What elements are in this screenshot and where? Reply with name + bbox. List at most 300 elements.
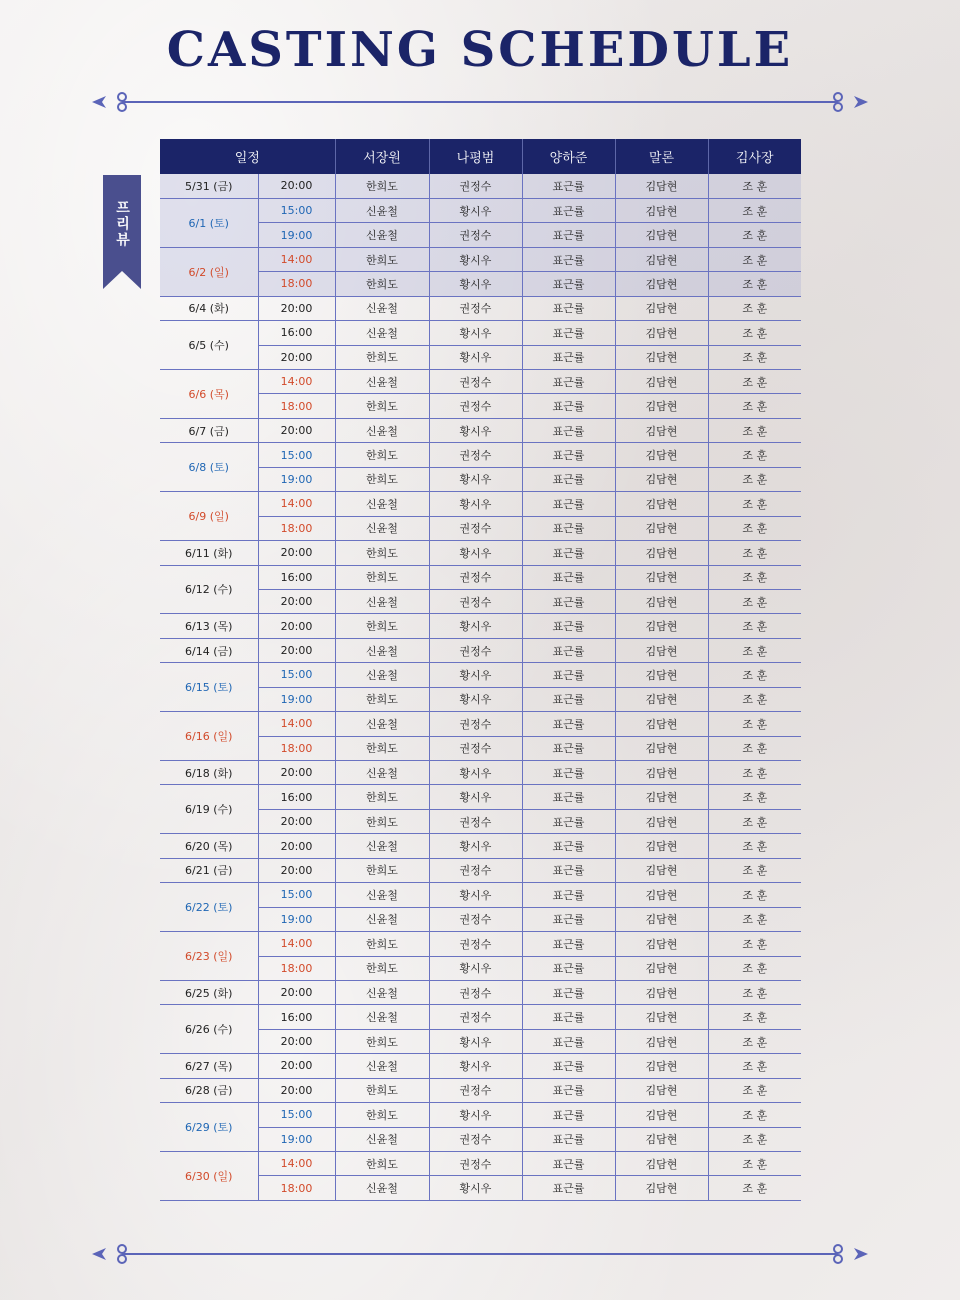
table-row xyxy=(160,174,801,198)
time-cell: 14:00 xyxy=(258,370,335,394)
date-cell: 6/18 (화) xyxy=(160,761,258,785)
cast-cell-role-3: 표근률 xyxy=(522,565,615,589)
date-cell: 6/5 (수) xyxy=(160,321,258,370)
cast-cell-role-4: 김담현 xyxy=(615,834,708,858)
time-cell: 18:00 xyxy=(258,956,335,980)
cast-cell-role-4: 김담현 xyxy=(615,883,708,907)
date-cell: 6/11 (화) xyxy=(160,541,258,565)
cast-cell-role-2: 황시우 xyxy=(429,956,522,980)
table-row xyxy=(160,1152,801,1176)
cast-cell-role-4: 김담현 xyxy=(615,712,708,736)
cast-cell-role-5: 조 훈 xyxy=(708,589,801,613)
cast-cell-role-4: 김담현 xyxy=(615,174,708,198)
cast-cell-role-1: 신윤철 xyxy=(335,418,429,442)
cast-cell-role-1: 한희도 xyxy=(335,345,429,369)
cast-cell-role-1: 신윤철 xyxy=(335,1005,429,1029)
cast-cell-role-4: 김담현 xyxy=(615,541,708,565)
cast-cell-role-4: 김담현 xyxy=(615,1103,708,1127)
cast-cell-role-2: 황시우 xyxy=(429,687,522,711)
cast-cell-role-3: 표근률 xyxy=(522,272,615,296)
header-role-4: 말론 xyxy=(615,139,708,174)
cast-cell-role-1: 한희도 xyxy=(335,1078,429,1102)
cast-cell-role-1: 한희도 xyxy=(335,1103,429,1127)
cast-cell-role-1: 신윤철 xyxy=(335,712,429,736)
cast-cell-role-5: 조 훈 xyxy=(708,516,801,540)
preview-ribbon xyxy=(103,175,141,289)
cast-cell-role-5: 조 훈 xyxy=(708,1005,801,1029)
table-row xyxy=(160,1103,801,1127)
date-cell: 6/13 (목) xyxy=(160,614,258,638)
cast-cell-role-3: 표근률 xyxy=(522,296,615,320)
cast-cell-role-2: 황시우 xyxy=(429,198,522,222)
time-cell: 20:00 xyxy=(258,541,335,565)
cast-cell-role-1: 한희도 xyxy=(335,541,429,565)
table-row xyxy=(160,247,801,271)
cast-cell-role-3: 표근률 xyxy=(522,687,615,711)
cast-cell-role-3: 표근률 xyxy=(522,1127,615,1151)
date-cell: 6/12 (수) xyxy=(160,565,258,614)
cast-cell-role-1: 한희도 xyxy=(335,736,429,760)
cast-cell-role-4: 김담현 xyxy=(615,492,708,516)
cast-cell-role-2: 권정수 xyxy=(429,370,522,394)
table-row xyxy=(160,834,801,858)
time-cell: 19:00 xyxy=(258,907,335,931)
cast-cell-role-5: 조 훈 xyxy=(708,321,801,345)
time-cell: 15:00 xyxy=(258,443,335,467)
cast-cell-role-3: 표근률 xyxy=(522,809,615,833)
table-row xyxy=(160,614,801,638)
cast-cell-role-1: 신윤철 xyxy=(335,370,429,394)
cast-cell-role-3: 표근률 xyxy=(522,174,615,198)
cast-cell-role-3: 표근률 xyxy=(522,785,615,809)
time-cell: 15:00 xyxy=(258,198,335,222)
table-row xyxy=(160,492,801,516)
cast-cell-role-3: 표근률 xyxy=(522,394,615,418)
time-cell: 19:00 xyxy=(258,687,335,711)
cast-cell-role-1: 한희도 xyxy=(335,932,429,956)
time-cell: 20:00 xyxy=(258,614,335,638)
cast-cell-role-4: 김담현 xyxy=(615,761,708,785)
time-cell: 16:00 xyxy=(258,1005,335,1029)
cast-cell-role-4: 김담현 xyxy=(615,345,708,369)
cast-cell-role-5: 조 훈 xyxy=(708,785,801,809)
time-cell: 18:00 xyxy=(258,1176,335,1200)
header-schedule: 일정 xyxy=(160,139,335,174)
time-cell: 19:00 xyxy=(258,1127,335,1151)
date-cell: 6/27 (목) xyxy=(160,1054,258,1078)
cast-cell-role-3: 표근률 xyxy=(522,370,615,394)
cast-cell-role-5: 조 훈 xyxy=(708,394,801,418)
date-cell: 6/8 (토) xyxy=(160,443,258,492)
cast-cell-role-3: 표근률 xyxy=(522,883,615,907)
date-cell: 6/23 (일) xyxy=(160,932,258,981)
cast-cell-role-4: 김담현 xyxy=(615,809,708,833)
cast-cell-role-4: 김담현 xyxy=(615,1152,708,1176)
cast-cell-role-3: 표근률 xyxy=(522,712,615,736)
cast-cell-role-5: 조 훈 xyxy=(708,712,801,736)
cast-cell-role-5: 조 훈 xyxy=(708,1029,801,1053)
cast-cell-role-3: 표근률 xyxy=(522,1176,615,1200)
cast-cell-role-3: 표근률 xyxy=(522,761,615,785)
cast-cell-role-2: 황시우 xyxy=(429,247,522,271)
cast-cell-role-5: 조 훈 xyxy=(708,418,801,442)
cast-cell-role-1: 한희도 xyxy=(335,467,429,491)
cast-cell-role-1: 신윤철 xyxy=(335,296,429,320)
cast-cell-role-5: 조 훈 xyxy=(708,467,801,491)
cast-cell-role-3: 표근률 xyxy=(522,1054,615,1078)
date-cell: 6/9 (일) xyxy=(160,492,258,541)
time-cell: 15:00 xyxy=(258,1103,335,1127)
table-row xyxy=(160,1054,801,1078)
cast-cell-role-3: 표근률 xyxy=(522,980,615,1004)
cast-cell-role-1: 신윤철 xyxy=(335,907,429,931)
ornament-divider-bottom xyxy=(92,1244,868,1264)
date-cell: 6/21 (금) xyxy=(160,858,258,882)
cast-cell-role-1: 한희도 xyxy=(335,785,429,809)
cast-cell-role-3: 표근률 xyxy=(522,638,615,662)
cast-cell-role-3: 표근률 xyxy=(522,1078,615,1102)
cast-cell-role-5: 조 훈 xyxy=(708,565,801,589)
cast-cell-role-2: 황시우 xyxy=(429,614,522,638)
cast-cell-role-3: 표근률 xyxy=(522,1152,615,1176)
cast-cell-role-4: 김담현 xyxy=(615,589,708,613)
time-cell: 18:00 xyxy=(258,736,335,760)
cast-cell-role-3: 표근률 xyxy=(522,858,615,882)
cast-cell-role-3: 표근률 xyxy=(522,223,615,247)
cast-cell-role-5: 조 훈 xyxy=(708,247,801,271)
cast-cell-role-2: 권정수 xyxy=(429,443,522,467)
cast-cell-role-3: 표근률 xyxy=(522,1103,615,1127)
cast-cell-role-4: 김담현 xyxy=(615,272,708,296)
cast-cell-role-2: 권정수 xyxy=(429,174,522,198)
cast-cell-role-4: 김담현 xyxy=(615,1029,708,1053)
date-cell: 6/22 (토) xyxy=(160,883,258,932)
cast-cell-role-2: 황시우 xyxy=(429,785,522,809)
cast-cell-role-2: 권정수 xyxy=(429,565,522,589)
cast-cell-role-3: 표근률 xyxy=(522,516,615,540)
cast-cell-role-3: 표근률 xyxy=(522,443,615,467)
cast-cell-role-5: 조 훈 xyxy=(708,858,801,882)
cast-cell-role-3: 표근률 xyxy=(522,418,615,442)
header-role-2: 나평범 xyxy=(429,139,522,174)
time-cell: 20:00 xyxy=(258,638,335,662)
time-cell: 20:00 xyxy=(258,345,335,369)
cast-cell-role-4: 김담현 xyxy=(615,638,708,662)
cast-cell-role-3: 표근률 xyxy=(522,198,615,222)
cast-cell-role-1: 신윤철 xyxy=(335,980,429,1004)
cast-cell-role-4: 김담현 xyxy=(615,907,708,931)
cast-cell-role-5: 조 훈 xyxy=(708,736,801,760)
cast-cell-role-2: 권정수 xyxy=(429,223,522,247)
time-cell: 20:00 xyxy=(258,858,335,882)
table-row xyxy=(160,858,801,882)
cast-cell-role-1: 한희도 xyxy=(335,1029,429,1053)
cast-cell-role-2: 권정수 xyxy=(429,638,522,662)
cast-cell-role-5: 조 훈 xyxy=(708,296,801,320)
date-cell: 6/25 (화) xyxy=(160,980,258,1004)
preview-label: 프리뷰 xyxy=(114,200,130,248)
table-row xyxy=(160,1078,801,1102)
time-cell: 20:00 xyxy=(258,418,335,442)
cast-cell-role-3: 표근률 xyxy=(522,1029,615,1053)
cast-cell-role-4: 김담현 xyxy=(615,932,708,956)
date-cell: 6/7 (금) xyxy=(160,418,258,442)
cast-cell-role-1: 신윤철 xyxy=(335,589,429,613)
cast-cell-role-5: 조 훈 xyxy=(708,174,801,198)
cast-cell-role-2: 황시우 xyxy=(429,1054,522,1078)
cast-cell-role-4: 김담현 xyxy=(615,1176,708,1200)
cast-cell-role-4: 김담현 xyxy=(615,247,708,271)
cast-cell-role-2: 황시우 xyxy=(429,1029,522,1053)
cast-cell-role-2: 권정수 xyxy=(429,589,522,613)
table-row xyxy=(160,932,801,956)
cast-cell-role-5: 조 훈 xyxy=(708,761,801,785)
cast-cell-role-2: 황시우 xyxy=(429,883,522,907)
cast-cell-role-5: 조 훈 xyxy=(708,883,801,907)
cast-cell-role-4: 김담현 xyxy=(615,394,708,418)
cast-cell-role-2: 권정수 xyxy=(429,394,522,418)
header-role-3: 양하준 xyxy=(522,139,615,174)
table-row xyxy=(160,565,801,589)
table-row xyxy=(160,198,801,222)
time-cell: 20:00 xyxy=(258,296,335,320)
cast-cell-role-5: 조 훈 xyxy=(708,492,801,516)
cast-cell-role-4: 김담현 xyxy=(615,785,708,809)
cast-cell-role-5: 조 훈 xyxy=(708,687,801,711)
time-cell: 14:00 xyxy=(258,492,335,516)
table-row xyxy=(160,443,801,467)
ornament-divider-top xyxy=(92,92,868,112)
cast-cell-role-1: 한희도 xyxy=(335,956,429,980)
cast-cell-role-4: 김담현 xyxy=(615,614,708,638)
date-cell: 6/1 (토) xyxy=(160,198,258,247)
cast-cell-role-1: 한희도 xyxy=(335,174,429,198)
date-cell: 6/2 (일) xyxy=(160,247,258,296)
cast-cell-role-4: 김담현 xyxy=(615,516,708,540)
time-cell: 20:00 xyxy=(258,809,335,833)
cast-cell-role-2: 권정수 xyxy=(429,809,522,833)
cast-cell-role-3: 표근률 xyxy=(522,321,615,345)
cast-cell-role-2: 황시우 xyxy=(429,418,522,442)
date-cell: 6/16 (일) xyxy=(160,712,258,761)
cast-cell-role-4: 김담현 xyxy=(615,418,708,442)
cast-cell-role-1: 한희도 xyxy=(335,687,429,711)
date-cell: 6/28 (금) xyxy=(160,1078,258,1102)
cast-cell-role-5: 조 훈 xyxy=(708,541,801,565)
time-cell: 20:00 xyxy=(258,174,335,198)
cast-cell-role-5: 조 훈 xyxy=(708,809,801,833)
page-title: CASTING SCHEDULE xyxy=(166,22,794,78)
cast-cell-role-2: 황시우 xyxy=(429,541,522,565)
cast-cell-role-5: 조 훈 xyxy=(708,272,801,296)
time-cell: 14:00 xyxy=(258,247,335,271)
cast-cell-role-5: 조 훈 xyxy=(708,1078,801,1102)
cast-cell-role-4: 김담현 xyxy=(615,1054,708,1078)
table-row xyxy=(160,761,801,785)
time-cell: 20:00 xyxy=(258,589,335,613)
cast-cell-role-2: 권정수 xyxy=(429,980,522,1004)
cast-cell-role-5: 조 훈 xyxy=(708,1152,801,1176)
cast-cell-role-4: 김담현 xyxy=(615,1078,708,1102)
cast-cell-role-3: 표근률 xyxy=(522,467,615,491)
date-cell: 5/31 (금) xyxy=(160,174,258,198)
time-cell: 20:00 xyxy=(258,980,335,1004)
cast-cell-role-5: 조 훈 xyxy=(708,980,801,1004)
cast-cell-role-5: 조 훈 xyxy=(708,834,801,858)
cast-cell-role-4: 김담현 xyxy=(615,663,708,687)
cast-cell-role-5: 조 훈 xyxy=(708,956,801,980)
cast-cell-role-3: 표근률 xyxy=(522,1005,615,1029)
cast-cell-role-3: 표근률 xyxy=(522,492,615,516)
time-cell: 18:00 xyxy=(258,394,335,418)
cast-cell-role-4: 김담현 xyxy=(615,321,708,345)
table-row xyxy=(160,663,801,687)
cast-cell-role-2: 황시우 xyxy=(429,1103,522,1127)
cast-cell-role-1: 신윤철 xyxy=(335,1054,429,1078)
cast-cell-role-2: 권정수 xyxy=(429,712,522,736)
cast-cell-role-1: 한희도 xyxy=(335,565,429,589)
cast-cell-role-5: 조 훈 xyxy=(708,932,801,956)
cast-cell-role-2: 황시우 xyxy=(429,761,522,785)
time-cell: 19:00 xyxy=(258,467,335,491)
cast-cell-role-1: 한희도 xyxy=(335,809,429,833)
time-cell: 20:00 xyxy=(258,761,335,785)
cast-cell-role-3: 표근률 xyxy=(522,247,615,271)
table-header-row xyxy=(160,139,801,174)
date-cell: 6/4 (화) xyxy=(160,296,258,320)
cast-cell-role-3: 표근률 xyxy=(522,614,615,638)
cast-cell-role-5: 조 훈 xyxy=(708,614,801,638)
time-cell: 16:00 xyxy=(258,785,335,809)
cast-cell-role-5: 조 훈 xyxy=(708,1103,801,1127)
header-role-5: 김사장 xyxy=(708,139,801,174)
cast-cell-role-1: 신윤철 xyxy=(335,516,429,540)
cast-cell-role-4: 김담현 xyxy=(615,198,708,222)
cast-cell-role-2: 황시우 xyxy=(429,1176,522,1200)
casting-schedule-table xyxy=(160,139,801,1201)
cast-cell-role-3: 표근률 xyxy=(522,589,615,613)
cast-cell-role-1: 한희도 xyxy=(335,272,429,296)
cast-cell-role-5: 조 훈 xyxy=(708,663,801,687)
cast-cell-role-3: 표근률 xyxy=(522,345,615,369)
date-cell: 6/30 (일) xyxy=(160,1152,258,1201)
cast-cell-role-5: 조 훈 xyxy=(708,1176,801,1200)
time-cell: 19:00 xyxy=(258,223,335,247)
cast-cell-role-2: 황시우 xyxy=(429,663,522,687)
cast-cell-role-1: 신윤철 xyxy=(335,1176,429,1200)
time-cell: 20:00 xyxy=(258,1054,335,1078)
cast-cell-role-4: 김담현 xyxy=(615,858,708,882)
cast-cell-role-2: 권정수 xyxy=(429,1127,522,1151)
cast-cell-role-1: 신윤철 xyxy=(335,198,429,222)
cast-cell-role-2: 권정수 xyxy=(429,907,522,931)
table-row xyxy=(160,883,801,907)
cast-cell-role-2: 황시우 xyxy=(429,467,522,491)
cast-cell-role-2: 황시우 xyxy=(429,834,522,858)
table-row xyxy=(160,712,801,736)
table-row xyxy=(160,321,801,345)
table-row xyxy=(160,980,801,1004)
cast-cell-role-4: 김담현 xyxy=(615,980,708,1004)
cast-cell-role-4: 김담현 xyxy=(615,736,708,760)
cast-cell-role-2: 황시우 xyxy=(429,272,522,296)
cast-cell-role-2: 권정수 xyxy=(429,736,522,760)
cast-cell-role-1: 한희도 xyxy=(335,247,429,271)
cast-cell-role-1: 신윤철 xyxy=(335,834,429,858)
date-cell: 6/29 (토) xyxy=(160,1103,258,1152)
cast-cell-role-2: 권정수 xyxy=(429,1005,522,1029)
cast-cell-role-1: 신윤철 xyxy=(335,223,429,247)
date-cell: 6/15 (토) xyxy=(160,663,258,712)
date-cell: 6/14 (금) xyxy=(160,638,258,662)
time-cell: 20:00 xyxy=(258,1029,335,1053)
cast-cell-role-1: 한희도 xyxy=(335,443,429,467)
time-cell: 18:00 xyxy=(258,272,335,296)
cast-cell-role-4: 김담현 xyxy=(615,956,708,980)
cast-cell-role-3: 표근률 xyxy=(522,956,615,980)
table-row xyxy=(160,370,801,394)
cast-cell-role-1: 한희도 xyxy=(335,614,429,638)
cast-cell-role-3: 표근률 xyxy=(522,736,615,760)
cast-cell-role-2: 권정수 xyxy=(429,1078,522,1102)
date-cell: 6/6 (목) xyxy=(160,370,258,419)
date-cell: 6/19 (수) xyxy=(160,785,258,834)
schedule-body xyxy=(160,174,801,1200)
cast-cell-role-3: 표근률 xyxy=(522,834,615,858)
header-role-1: 서장원 xyxy=(335,139,429,174)
cast-cell-role-1: 신윤철 xyxy=(335,761,429,785)
cast-cell-role-2: 황시우 xyxy=(429,492,522,516)
date-cell: 6/26 (수) xyxy=(160,1005,258,1054)
time-cell: 16:00 xyxy=(258,321,335,345)
cast-cell-role-1: 한희도 xyxy=(335,1152,429,1176)
cast-cell-role-4: 김담현 xyxy=(615,565,708,589)
time-cell: 14:00 xyxy=(258,712,335,736)
cast-cell-role-2: 황시우 xyxy=(429,345,522,369)
time-cell: 18:00 xyxy=(258,516,335,540)
cast-cell-role-2: 권정수 xyxy=(429,858,522,882)
table-row xyxy=(160,418,801,442)
table-row xyxy=(160,296,801,320)
table-row xyxy=(160,785,801,809)
cast-cell-role-5: 조 훈 xyxy=(708,1054,801,1078)
cast-cell-role-3: 표근률 xyxy=(522,907,615,931)
cast-cell-role-3: 표근률 xyxy=(522,932,615,956)
cast-cell-role-1: 신윤철 xyxy=(335,638,429,662)
cast-cell-role-2: 권정수 xyxy=(429,1152,522,1176)
time-cell: 15:00 xyxy=(258,883,335,907)
cast-cell-role-4: 김담현 xyxy=(615,370,708,394)
time-cell: 14:00 xyxy=(258,932,335,956)
cast-cell-role-1: 신윤철 xyxy=(335,883,429,907)
cast-cell-role-2: 황시우 xyxy=(429,321,522,345)
table-row xyxy=(160,541,801,565)
cast-cell-role-3: 표근률 xyxy=(522,663,615,687)
cast-cell-role-5: 조 훈 xyxy=(708,198,801,222)
time-cell: 16:00 xyxy=(258,565,335,589)
cast-cell-role-1: 한희도 xyxy=(335,394,429,418)
time-cell: 14:00 xyxy=(258,1152,335,1176)
cast-cell-role-4: 김담현 xyxy=(615,687,708,711)
time-cell: 20:00 xyxy=(258,1078,335,1102)
cast-cell-role-1: 신윤철 xyxy=(335,1127,429,1151)
cast-cell-role-5: 조 훈 xyxy=(708,443,801,467)
cast-cell-role-5: 조 훈 xyxy=(708,223,801,247)
cast-cell-role-5: 조 훈 xyxy=(708,370,801,394)
cast-cell-role-5: 조 훈 xyxy=(708,638,801,662)
cast-cell-role-4: 김담현 xyxy=(615,296,708,320)
table-row xyxy=(160,638,801,662)
